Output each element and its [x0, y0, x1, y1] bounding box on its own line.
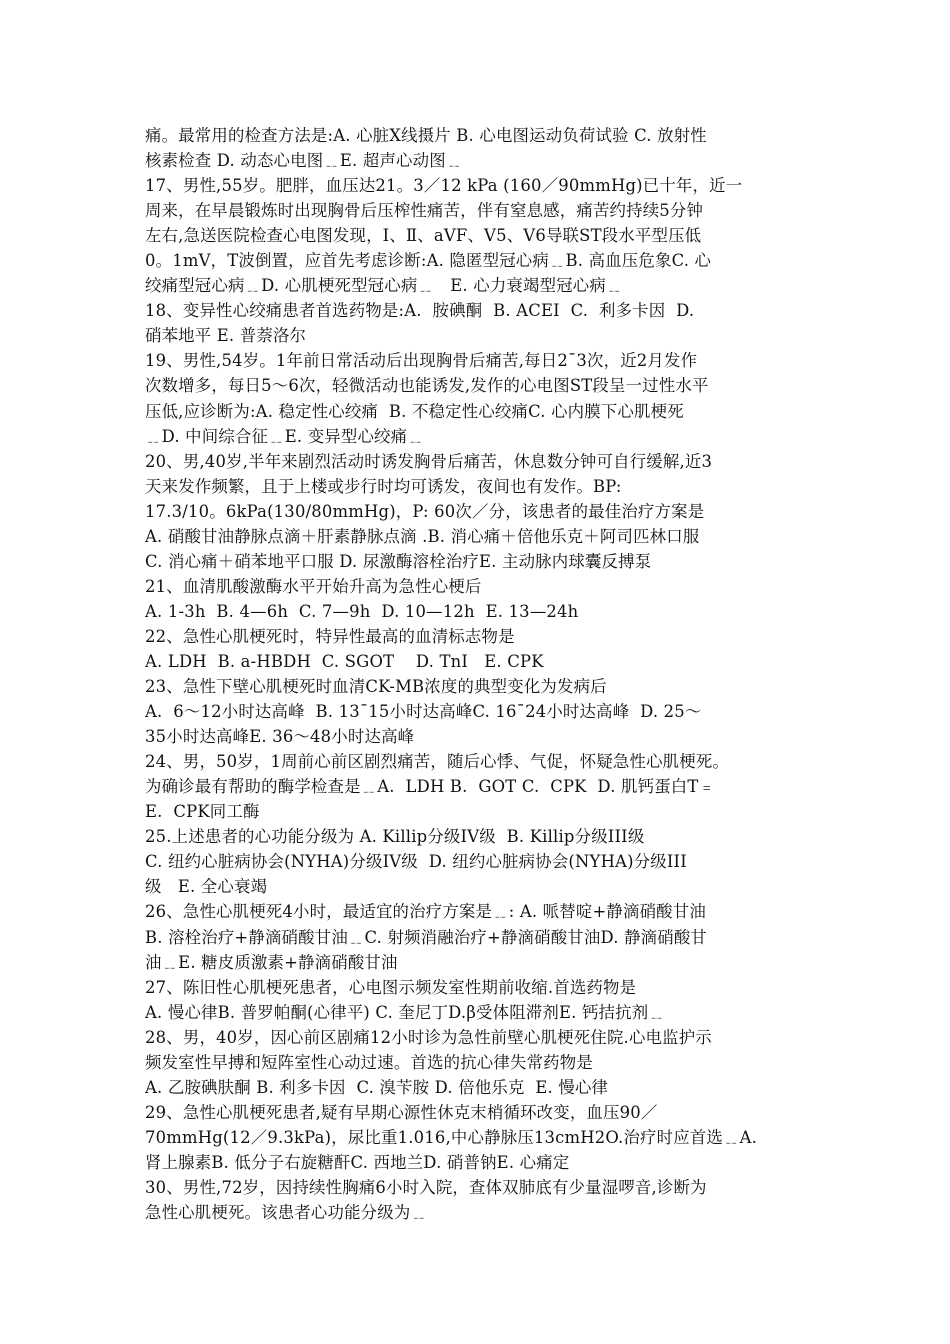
- text-line: 左右,急送医院检查心电图发现，Ⅰ、Ⅱ、aVF、V5、V6导联ST段水平型压低: [145, 226, 702, 246]
- text-line: 绞痛型冠心病﹎D. 心肌梗死型冠心病﹎ E. 心力衰竭型冠心病﹎: [145, 276, 623, 296]
- text-line: 为确诊最有帮助的酶学检查是﹎A. LDH B. GOT C. CPK D. 肌钙蛋白T﹦: [145, 777, 716, 797]
- text-line: A. 1-3h B. 4—6h C. 7—9h D. 10—12h E. 13—24h: [145, 601, 579, 621]
- text-line: 急性心肌梗死。该患者心功能分级为﹎: [145, 1203, 428, 1223]
- text-line: 17.3/10。6kPa(130/80mmHg)，P: 60次／分，该患者的最佳治疗方案是: [145, 501, 705, 521]
- text-line: 天来发作频繁，且于上楼或步行时均可诱发，夜间也有发作。BP:: [145, 476, 622, 496]
- text-line: 级 E. 全心衰竭: [145, 877, 268, 897]
- question-28: 28、男，40岁，因心前区剧痛12小时诊为急性前壁心肌梗死住院.心电监护示: [145, 1027, 712, 1047]
- text-line: A. 硝酸甘油静脉点滴＋肝素静脉点滴 .B. 消心痛＋倍他乐克＋阿司匹林口服: [145, 526, 700, 546]
- text-line: 70mmHg(12／9.3kPa)，尿比重1.016,中心静脉压13cmH2O.治疗时应首选﹎A.: [145, 1127, 758, 1147]
- text-line: 频发室性早搏和短阵室性心动过速。首选的抗心律失常药物是: [145, 1052, 593, 1072]
- text-line: 次数增多，每日5～6次，轻微活动也能诱发,发作的心电图ST段呈一过性水平: [145, 376, 709, 396]
- text-line: 0。1mV，T波倒置，应首先考虑诊断:A. 隐匿型冠心病﹎B. 高血压危象C. 心: [145, 251, 712, 271]
- question-21: 21、血清肌酸激酶水平开始升高为急性心梗后: [145, 576, 482, 596]
- text-line: 核素检查 D. 动态心电图﹎E. 超声心动图﹎: [145, 151, 463, 171]
- question-29: 29、急性心肌梗死患者,疑有早期心源性休克末梢循环改变，血压90／: [145, 1102, 658, 1122]
- question-19: 19、男性,54岁。1年前日常活动后出现胸骨后痛苦,每日2¯3次，近2月发作: [145, 351, 698, 371]
- question-20: 20、男,40岁,半年来剧烈活动时诱发胸骨后痛苦，休息数分钟可自行缓解,近3: [145, 451, 713, 471]
- text-line: 35小时达高峰E. 36～48小时达高峰: [145, 727, 415, 747]
- document-page: [145, 123, 813, 1225]
- question-23: 23、急性下壁心肌梗死时血清CK-MB浓度的典型变化为发病后: [145, 677, 607, 697]
- text-line: 油﹎E. 糖皮质激素+静滴硝酸甘油: [145, 952, 398, 972]
- text-line: A. 乙胺碘肤酮 B. 利多卡因 C. 溴苄胺 D. 倍他乐克 E. 慢心律: [145, 1077, 609, 1097]
- text-line: C. 消心痛＋硝苯地平口服 D. 尿激酶溶栓治疗E. 主动脉内球囊反搏泵: [145, 551, 652, 571]
- text-line: 肾上腺素B. 低分子右旋糖酐C. 西地兰D. 硝普钠E. 心痛定: [145, 1152, 570, 1172]
- question-25: 25.上述患者的心功能分级为 A. Killip分级IV级 B. Killip分级III级: [145, 827, 645, 847]
- question-17: 17、男性,55岁。肥胖，血压达21。3／12 kPa (160／90mmHg)已十年，近一: [145, 176, 743, 196]
- text-line: 痛。最常用的检查方法是:A. 心脏X线摄片 B. 心电图运动负荷试验 C. 放射性: [145, 126, 707, 145]
- text-line: ﹎D. 中间综合征﹎E. 变异型心绞痛﹎: [145, 426, 424, 446]
- question-26: 26、急性心肌梗死4小时，最适宜的治疗方案是﹎: A. 哌替啶+静滴硝酸甘油: [145, 902, 706, 922]
- text-line: 压低,应诊断为:A. 稳定性心绞痛 B. 不稳定性心绞痛C. 心内膜下心肌梗死: [145, 401, 684, 421]
- question-18: 18、变异性心绞痛患者首选药物是:A. 胺碘酮 B. ACEI C. 利多卡因 D.: [145, 301, 695, 321]
- text-line: A. 6～12小时达高峰 B. 13¯15小时达高峰C. 16¯24小时达高峰 D. 25～: [145, 702, 702, 722]
- question-22: 22、急性心肌梗死时，特异性最高的血清标志物是: [145, 626, 515, 646]
- question-30: 30、男性,72岁，因持续性胸痛6小时入院，查体双肺底有少量湿啰音,诊断为: [145, 1177, 707, 1197]
- question-24: 24、男，50岁，1周前心前区剧烈痛苦，随后心悸、气促，怀疑急性心肌梗死。: [145, 752, 730, 772]
- text-line: 硝苯地平 E. 普萘洛尔: [145, 326, 307, 346]
- text-line: B. 溶栓治疗+静滴硝酸甘油﹎C. 射频消融治疗+静滴硝酸甘油D. 静滴硝酸甘: [145, 927, 708, 947]
- question-27: 27、陈旧性心肌梗死患者，心电图示频发室性期前收缩.首选药物是: [145, 977, 637, 997]
- text-line: C. 纽约心脏病协会(NYHA)分级IV级 D. 纽约心脏病协会(NYHA)分级III: [145, 852, 687, 872]
- text-line: A. LDH B. a-HBDH C. SGOT D. TnI E. CPK: [145, 651, 544, 671]
- text-line: E. CPK同工酶: [145, 802, 260, 822]
- text-line: A. 慢心律B. 普罗帕酮(心律平) C. 奎尼丁D.β受体阻滞剂E. 钙拮抗剂﹎: [145, 1002, 665, 1022]
- text-line: 周来，在早晨锻炼时出现胸骨后压榨性痛苦，伴有窒息感，痛苦约持续5分钟: [145, 201, 704, 221]
